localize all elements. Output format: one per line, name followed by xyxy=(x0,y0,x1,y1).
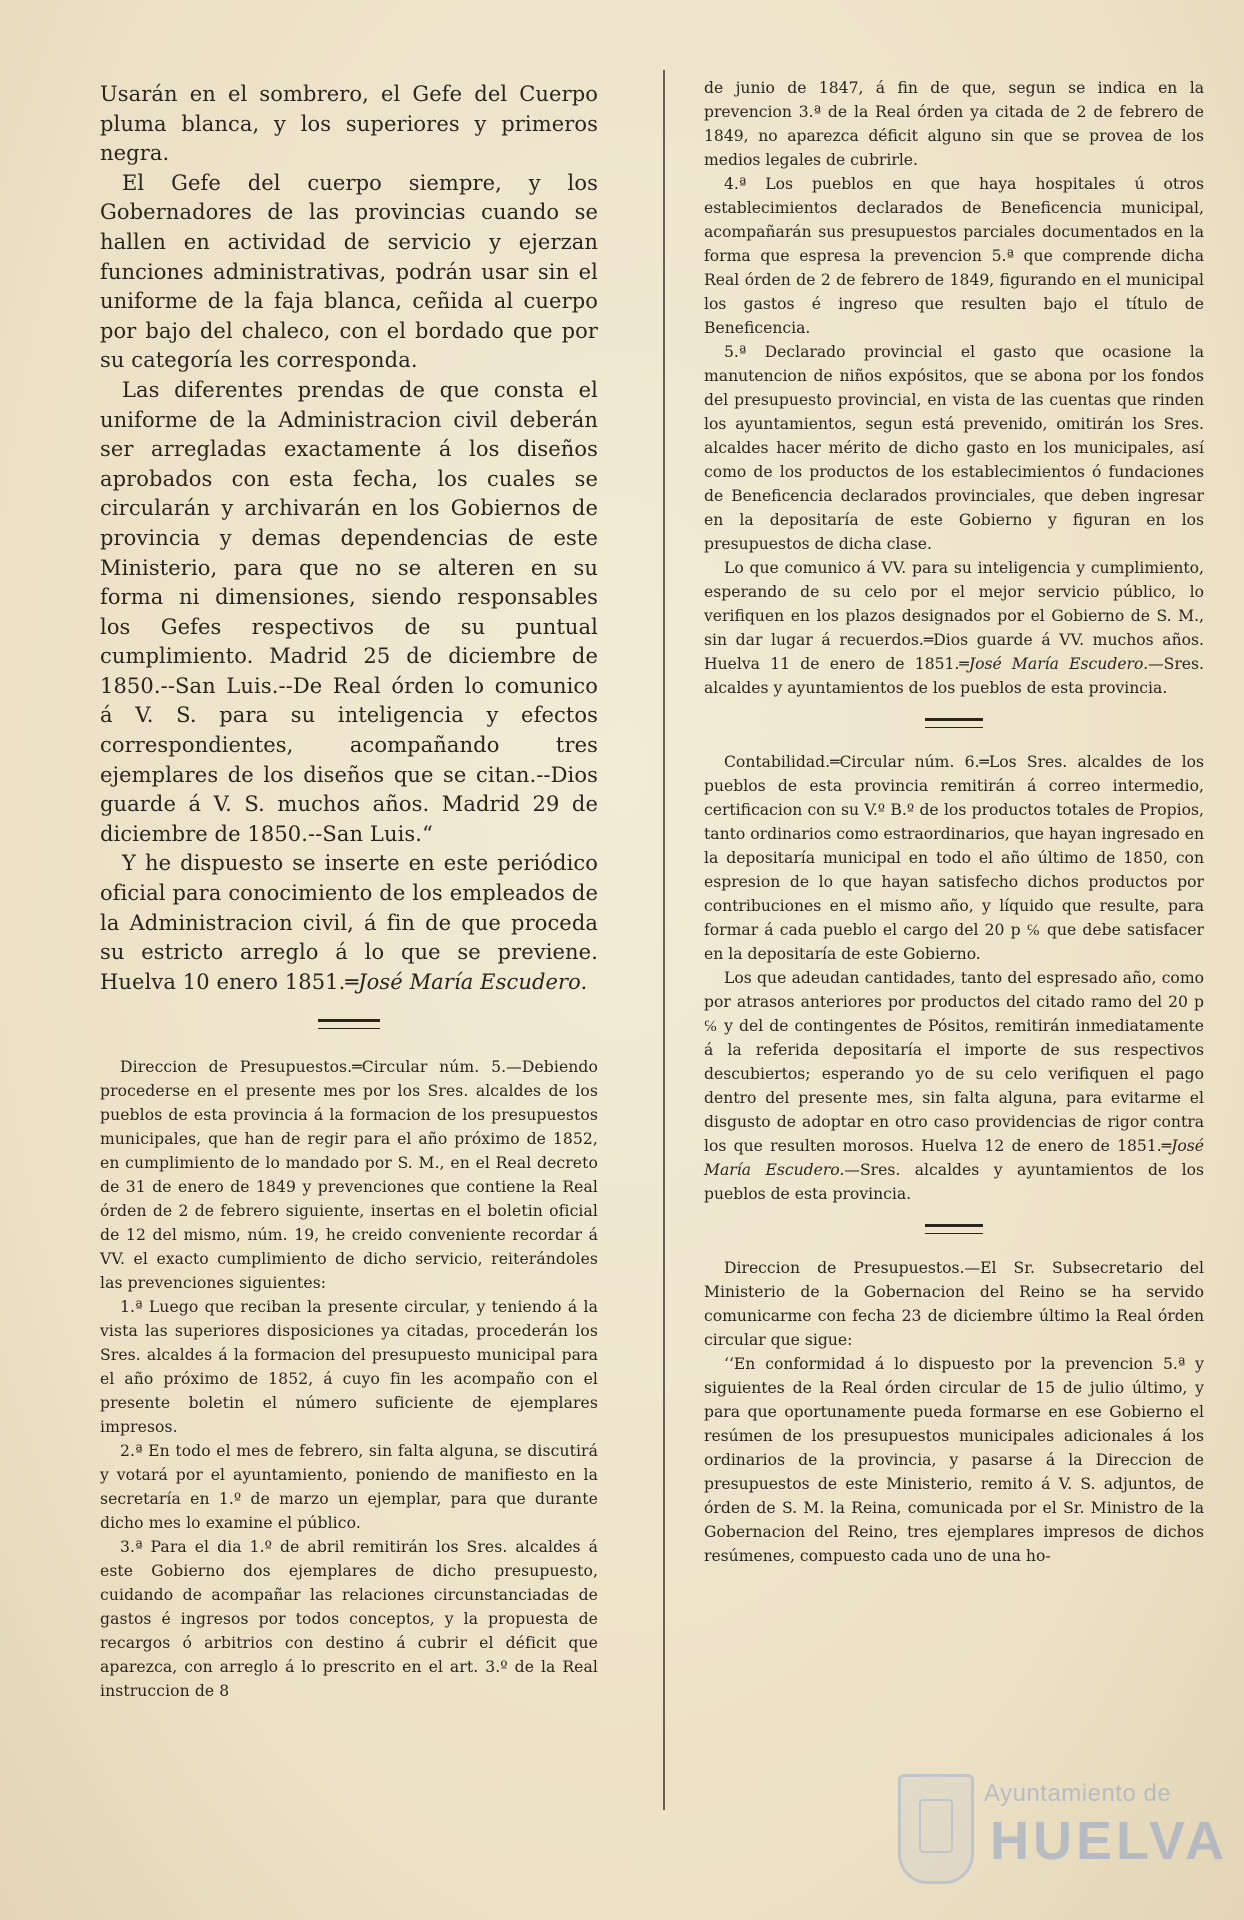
circular-body xyxy=(704,966,1204,1206)
section-divider xyxy=(318,1019,380,1029)
circular-intro: Contabilidad.═Circular núm. 6.═Los Sres. alcaldes de los pueblos de esta provincia remitirán á correo intermedio, certificacion con su V.º B.º de los productos totales de Propios, tanto ordinarios como estraordinarios, que hayan ingresado en la depositaría municipal en todo el año último de 1850, con espresion de lo que hayan satisfecho dichos productos por contribuciones en el mismo año, y líquido que resulte, para formar á cada pueblo el cargo del 20 p ℅ que debe satisfacer en la depositaría de este Gobierno. xyxy=(704,753,1204,963)
right-column xyxy=(704,76,1204,1568)
circular-item: 3.ª Para el dia 1.º de abril remitirán los Sres. alcaldes á este Gobierno dos ejemplares de dicho presupuesto, cuidando de acompañar las relaciones circunstanciadas de gastos é ingresos por todos conceptos, y la propuesta de recargos ó arbitrios con destino á cubrir el déficit que aparezca, con arreglo á lo prescrito en el art. 3.º de la Real instruccion de 8 xyxy=(100,1538,598,1701)
closing-text: Lo que comunico á VV. para su inteligencia y cumplimiento, esperando de su celo por el mejor servicio público, lo verifiquen en los plazos designados por el Gobierno de S. M., sin dar lugar á recuerdos.═Dios guarde á VV. muchos años. Huelva 11 de enero de 1851.═ xyxy=(704,559,1204,673)
paragraph: El Gefe del cuerpo siempre, y los Gobernadores de las provincias cuando se hallen en actividad de servicio y ejerzan funciones administrativas, podrán usar sin el uniforme de la faja blanca, ceñida al cuerpo por bajo del chaleco, con el bordado que por su categoría les corresponda. xyxy=(100,170,598,373)
continuation-text: de junio de 1847, á fin de que, segun se indica en la prevencion 3.ª de la Real órden ya citada de 2 de febrero de 1849, no aparezca déficit alguno sin que se provea de los medios legales de cubrirle. xyxy=(704,79,1204,169)
section-intro: Direccion de Presupuestos.—El Sr. Subsecretario del Ministerio de la Gobernacion del Reino se ha servido comunicarme con fecha 23 de diciembre último la Real órden circular que sigue: xyxy=(704,1259,1204,1349)
section-divider xyxy=(925,1224,983,1234)
column-rule xyxy=(663,70,665,1810)
paragraph-text: Y he dispuesto se inserte en este periódico oficial para conocimiento de los empleados de la Administracion civil, á fin de que proceda su estricto arreglo á lo que se previene. Huelva 10 enero 1851.═ xyxy=(100,851,598,994)
section-divider xyxy=(925,718,983,728)
left-column xyxy=(100,80,598,1703)
paragraph: Las diferentes prendas de que consta el uniforme de la Administracion civil deberán ser arregladas exactamente á los diseños aprobados con esta fecha, los cuales se circularán y archivarán en los Gobiernos de provincia y demas dependencias de este Ministerio, para que no se alteren en su forma ni dimensiones, siendo responsables los Gefes respectivos de su puntual cumplimiento. Madrid 25 de diciembre de 1850.--San Luis.--De Real órden lo comunico á V. S. para su inteligencia y efectos correspondientes, acompañando tres ejemplares de los diseños que se citan.--Dios guarde á V. S. muchos años. Madrid 29 de diciembre de 1850.--San Luis.“ xyxy=(100,377,598,846)
final-section xyxy=(704,1256,1204,1568)
paragraph xyxy=(100,849,598,997)
ayuntamiento-watermark xyxy=(898,1774,1228,1884)
watermark-line1: Ayuntamiento de xyxy=(984,1780,1172,1807)
quoted-order: ‘‘En conformidad á lo dispuesto por la prevencion 5.ª y siguientes de la Real órden circular de 15 de julio último, y para que oportunamente pueda formarse en ese Gobierno el resúmen de los presupuestos municipales adicionales á los ordinarios de la provincia, y pasarse á la Direccion de presupuestos de este Ministerio, remito á V. S. adjuntos, de órden de S. M. la Reina, comunicada por el Sr. Ministro de la Gobernacion del Reino, tres ejemplares impresos de dichos resúmenes, compuesto cada uno de una ho- xyxy=(704,1355,1204,1565)
shield-icon xyxy=(898,1774,974,1884)
circular-6 xyxy=(704,750,1204,1206)
signature: José María Escudero. xyxy=(968,655,1149,673)
circular-5 xyxy=(100,1055,598,1703)
circular-item: 1.ª Luego que reciban la presente circular, y teniendo á la vista las superiores disposiciones ya citadas, procederán los Sres. alcaldes á la formacion del presupuesto municipal para el año próximo de 1852, á cuyo fin les acompaño con el presente boletin el número suficiente de ejemplares impresos. xyxy=(100,1298,598,1437)
closing-tail: —Sres. alcaldes y ayuntamientos de los pueblos de esta provincia. xyxy=(704,655,1204,697)
circular-item: 2.ª En todo el mes de febrero, sin falta alguna, se discutirá y votará por el ayuntamiento, poniendo de manifiesto en la secretaría en 1.º de marzo un ejemplar, para que durante dicho mes lo examine el público. xyxy=(100,1442,598,1533)
signature: José María Escudero. xyxy=(358,969,588,994)
paragraph: Usarán en el sombrero, el Gefe del Cuerpo pluma blanca, y los superiores y primeros negra. xyxy=(100,82,598,166)
circular-item: 4.ª Los pueblos en que haya hospitales ú otros establecimientos declarados de Beneficencia municipal, acompañarán sus presupuestos parciales documentados en la forma que espresa la prevencion 5.ª que comprende dicha Real órden de 2 de febrero de 1849, figurando en el municipal los gastos é ingreso que resulten bajo el título de Beneficencia. xyxy=(704,175,1204,337)
circular-item: 5.ª Declarado provincial el gasto que ocasione la manutencion de niños expósitos, que se abona por los fondos del presupuesto provincial, en vista de las cuentas que rinden los ayuntamientos, segun está prevenido, omitirán los Sres. alcaldes hacer mérito de dicho gasto en los municipales, así como de los productos de los establecimientos ó fundaciones de Beneficencia declarados provinciales, que deben ingresar en la depositaría de este Gobierno y figuran en los presupuestos de dicha clase. xyxy=(704,343,1204,553)
circular-body-text: Los que adeudan cantidades, tanto del espresado año, como por atrasos anteriores por productos del citado ramo del 20 p ℅ y del de contingentes de Pósitos, remitirán inmediatamente á la referida depositaría el importe de sus respectivos descubiertos; esperando yo de su celo verifiquen el pago dentro del presente mes, sin falta alguna, para evitarme el disgusto de adoptar en otro caso providencias de rigor contra los que resulten morosos. Huelva 12 de enero de 1851.═ xyxy=(704,969,1204,1155)
watermark-line2: HUELVA xyxy=(990,1811,1228,1871)
signature: José María Escudero. xyxy=(704,1137,1204,1179)
circular-tail: —Sres. alcaldes y ayuntamientos de los pueblos de esta provincia. xyxy=(704,1161,1205,1203)
circular-intro: Direccion de Presupuestos.═Circular núm. 5.—Debiendo procederse en el presente mes por los Sres. alcaldes de los pueblos de esta provincia á la formacion de los presupuestos municipales, que han de regir para el año próximo de 1852, en cumplimiento de lo mandado por S. M., en el Real decreto de 31 de enero de 1849 y prevenciones que contiene la Real órden de 2 de febrero siguiente, insertas en el boletin oficial de 12 del mismo, núm. 19, he creido conveniente recordar á VV. el exacto cumplimiento de dicho servicio, reiterándoles las prevenciones siguientes: xyxy=(100,1058,598,1293)
closing-paragraph xyxy=(704,556,1204,700)
